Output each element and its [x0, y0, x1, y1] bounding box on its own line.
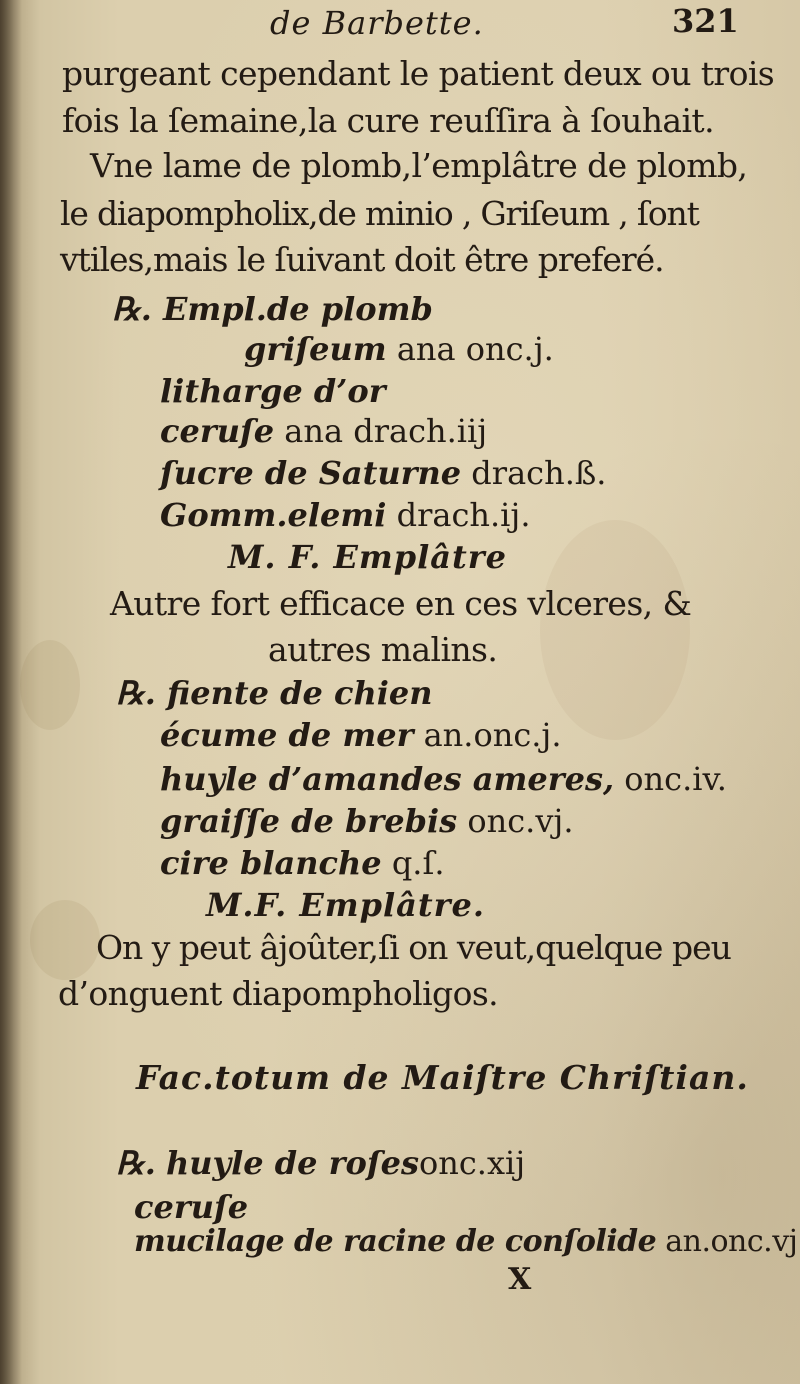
text-line: On y peut âjoûter,ſi on veut,quelque peu	[96, 928, 731, 967]
recipe-ingredient: litharge d’or	[160, 372, 386, 410]
ingredient-name: mucilage de racine de conſolide	[134, 1224, 657, 1259]
recipe-ingredient	[116, 674, 433, 712]
page-number: 321	[672, 2, 739, 40]
recipe-symbol: ℞.	[112, 290, 152, 328]
recipe-ingredient	[160, 802, 573, 840]
ingredient-quantity: ana drach.iij	[284, 412, 488, 450]
ingredient-quantity: drach.ß.	[471, 454, 607, 492]
ingredient-quantity: an.onc.j.	[423, 716, 562, 754]
section-title: Fac.totum de Maiſtre Chriſtian.	[136, 1058, 749, 1097]
recipe-instruction: M.F. Emplâtre.	[206, 886, 485, 924]
text-line: Vne lame de plomb,l’emplâtre de plomb,	[90, 146, 748, 185]
recipe-ingredient	[160, 760, 727, 798]
ingredient-name: huyle d’amandes ameres,	[160, 760, 615, 798]
text-line: Autre fort efficace en ces vlceres, &	[110, 584, 692, 623]
ingredient-name: Gomm.elemi	[160, 496, 387, 534]
ingredient-name: huyle de roſes	[166, 1144, 419, 1182]
ingredient-name: griſeum	[244, 330, 387, 368]
recipe-ingredient	[134, 1224, 797, 1259]
text-line: autres malins.	[268, 630, 498, 669]
recipe-ingredient	[160, 496, 530, 534]
recipe-ingredient	[160, 844, 444, 882]
text-line: le diapompholix,de minio , Griſeum , ſont	[60, 194, 699, 233]
recipe-ingredient	[160, 454, 606, 492]
ingredient-name: cire blanche	[160, 844, 382, 882]
ingredient-name: fiente de chien	[166, 674, 433, 712]
text-line: vtiles,mais le ſuivant doit être preferé.	[60, 240, 664, 279]
recipe-ingredient	[160, 412, 487, 450]
ingredient-name: ceruſe	[160, 412, 275, 450]
ingredient-quantity: onc.xij	[419, 1144, 526, 1182]
ingredient-name: écume de mer	[160, 716, 414, 754]
recipe-ingredient: ceruſe	[134, 1188, 249, 1226]
recipe-ingredient	[116, 1144, 525, 1182]
ingredient-quantity: onc.vj.	[467, 802, 574, 840]
paper-stain	[30, 900, 100, 980]
ingredient-name: ſucre de Saturne	[160, 454, 462, 492]
recipe-symbol: ℞.	[116, 674, 156, 712]
ingredient-quantity: onc.iv.	[624, 760, 727, 798]
ingredient-quantity: q.ſ.	[391, 844, 445, 882]
paper-stain	[540, 520, 690, 740]
recipe-ingredient	[160, 716, 562, 754]
paper-stain	[20, 640, 80, 730]
recipe-instruction: M. F. Emplâtre	[228, 538, 507, 576]
ingredient-name: Empl.de plomb	[162, 290, 433, 328]
ingredient-quantity: an.onc.vj	[665, 1224, 798, 1259]
recipe-symbol: ℞.	[116, 1144, 156, 1182]
gutter-shadow	[0, 0, 22, 1384]
text-line: purgeant cependant le patient deux ou trois	[62, 54, 775, 93]
text-line: fois la ſemaine,la cure reuſſira à ſouhait.	[62, 101, 714, 140]
catchword: X	[508, 1262, 532, 1297]
running-header: de Barbette.	[270, 4, 484, 42]
recipe-ingredient	[112, 290, 433, 328]
ingredient-quantity: drach.ij.	[396, 496, 531, 534]
ingredient-quantity: ana onc.j.	[396, 330, 554, 368]
ingredient-name: graiſſe de brebis	[160, 802, 458, 840]
text-line: d’onguent diapompholigos.	[58, 974, 499, 1013]
recipe-ingredient	[244, 330, 554, 368]
